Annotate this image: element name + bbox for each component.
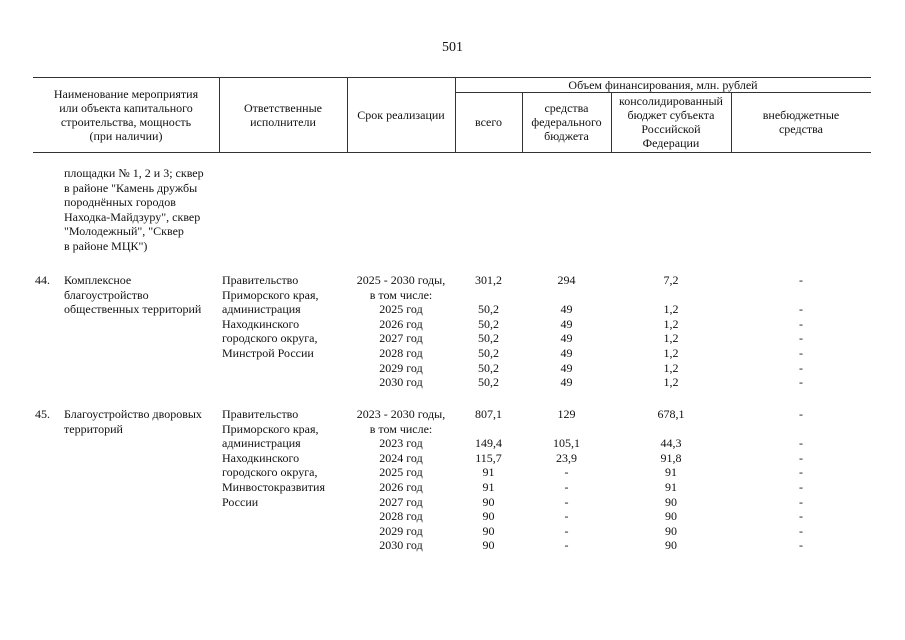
cell-regional: 1,2 <box>663 360 679 375</box>
cell-extra: - <box>799 346 803 360</box>
cell-regional: 7,2 <box>663 273 679 287</box>
cell-extra: - <box>799 480 803 494</box>
cell-period: 2027 год <box>379 494 423 509</box>
cell-federal: 49 <box>560 360 573 375</box>
cell-period: 2029 год <box>379 523 423 538</box>
row-name: Комплексное благоустройство общественных территорий <box>64 273 202 317</box>
cell-total: 90 <box>482 494 495 509</box>
cell-federal: - <box>564 509 569 524</box>
cell-federal: 49 <box>560 375 573 390</box>
cell-extra: - <box>799 316 803 331</box>
cell-extra: - <box>799 331 803 346</box>
cell-extra: - <box>799 436 803 451</box>
row-executors: Правительство Приморского края, администрация Находкинского городского округа, Минстрой России <box>222 273 319 360</box>
cell-period: 2030 год <box>379 538 423 553</box>
header-total-cell <box>455 92 522 152</box>
row-name: Благоустройство дворовых территорий <box>64 407 202 436</box>
cell-total: 807,1 <box>475 407 502 421</box>
cell-federal: 49 <box>560 316 573 331</box>
cell-federal: 49 <box>560 331 573 346</box>
cell-total: 149,4 <box>475 436 502 451</box>
header-financing-cell <box>455 77 871 92</box>
cell-extra: - <box>799 509 803 524</box>
cell-federal: 105,1 <box>553 436 580 451</box>
header-bottom-rule <box>33 152 871 153</box>
row-executors: Правительство Приморского края, администрация Находкинского городского округа, Минвостокразвития России <box>222 407 325 509</box>
header-regional: консолидированный бюджет субъекта Российской Федерации <box>619 94 723 150</box>
cell-regional: 90 <box>665 538 677 553</box>
cell-regional: 678,1 <box>657 407 685 421</box>
cell-period: 2025 год <box>379 465 423 480</box>
cell-federal: 129 <box>557 407 576 421</box>
cell-period: 2026 год <box>379 316 423 331</box>
cell-total: 115,7 <box>475 450 502 465</box>
cell-total: 50,2 <box>478 302 499 317</box>
cell-extra: - <box>799 450 803 465</box>
cell-period: 2030 год <box>379 375 423 390</box>
cell-period: в том числе: <box>369 287 433 302</box>
cell-regional: 1,2 <box>663 316 679 331</box>
cell-extra: - <box>799 465 803 480</box>
header-name-cell <box>33 77 219 152</box>
cell-extra: - <box>799 407 803 421</box>
continuation-text: площадки № 1, 2 и 3; сквер в районе "Камень дружбы породнённых городов Находка-Майдзуру", сквер "Молодежный", "Сквер в районе МЦК") <box>64 166 204 253</box>
cell-total: 50,2 <box>478 360 499 375</box>
cell-regional: 90 <box>665 523 677 538</box>
cell-federal: - <box>564 523 569 538</box>
cell-regional: 91,8 <box>660 450 682 465</box>
cell-period: 2026 год <box>379 480 423 494</box>
header-federal-cell <box>522 92 611 152</box>
header-executors: Ответственные исполнители <box>244 100 322 129</box>
cell-regional: 90 <box>665 494 677 509</box>
cell-period: 2028 год <box>379 509 423 524</box>
cell-federal: 49 <box>560 302 573 317</box>
cell-extra: - <box>799 494 803 509</box>
header-extra-cell <box>731 92 871 152</box>
cell-period: 2025 год <box>379 302 423 317</box>
cell-regional: 1,2 <box>663 375 679 390</box>
cell-total: 90 <box>482 538 495 553</box>
header-period-cell <box>347 77 455 152</box>
cell-period: 2024 год <box>379 450 423 465</box>
header-executors-cell <box>219 77 347 152</box>
header-extra: внебюджетные средства <box>762 108 840 136</box>
cell-period: 2023 - 2030 годы, <box>356 407 446 421</box>
cell-regional: 91 <box>665 480 677 494</box>
cell-regional: 90 <box>665 509 677 524</box>
cell-period: 2027 год <box>379 331 423 346</box>
cell-regional: 44,3 <box>660 436 682 451</box>
cell-extra: - <box>799 375 803 390</box>
cell-regional: 1,2 <box>663 331 679 346</box>
cell-federal: 49 <box>560 346 573 360</box>
header-total: всего <box>474 115 503 129</box>
cell-total: 90 <box>482 523 495 538</box>
cell-total: 50,2 <box>478 346 499 360</box>
header-period: Срок реализации <box>357 107 445 122</box>
header-federal: средства федерального бюджета <box>531 101 602 143</box>
cell-total: 50,2 <box>478 331 499 346</box>
cell-total: 91 <box>482 465 495 480</box>
cell-extra: - <box>799 273 803 287</box>
cell-total: 90 <box>482 509 495 524</box>
cell-extra: - <box>799 302 803 317</box>
cell-extra: - <box>799 360 803 375</box>
cell-period: 2023 год <box>379 436 423 451</box>
cell-period: 2028 год <box>379 346 423 360</box>
cell-period: в том числе: <box>369 421 433 436</box>
cell-federal: 294 <box>557 273 576 287</box>
cell-federal: 23,9 <box>556 450 577 465</box>
cell-period: 2029 год <box>379 360 423 375</box>
cell-total: 301,2 <box>475 273 502 287</box>
header-regional-cell <box>611 92 731 152</box>
cell-federal: - <box>564 538 569 553</box>
page-number: 501 <box>442 40 463 55</box>
cell-extra: - <box>799 523 803 538</box>
cell-regional: 1,2 <box>663 346 679 360</box>
cell-total: 50,2 <box>478 375 499 390</box>
row-number: 44. <box>35 273 50 287</box>
header-financing: Объем финансирования, млн. рублей <box>568 77 758 92</box>
cell-period: 2025 - 2030 годы, <box>356 273 446 287</box>
cell-extra: - <box>799 538 803 553</box>
cell-federal: - <box>564 480 569 494</box>
row-number: 45. <box>35 407 50 421</box>
cell-regional: 1,2 <box>663 302 679 317</box>
cell-regional: 91 <box>665 465 677 480</box>
cell-total: 50,2 <box>478 316 499 331</box>
cell-federal: - <box>564 494 569 509</box>
cell-federal: - <box>564 465 569 480</box>
cell-total: 91 <box>482 480 495 494</box>
header-name: Наименование мероприятия или объекта капитального строительства, мощность (при наличии) <box>53 86 199 143</box>
